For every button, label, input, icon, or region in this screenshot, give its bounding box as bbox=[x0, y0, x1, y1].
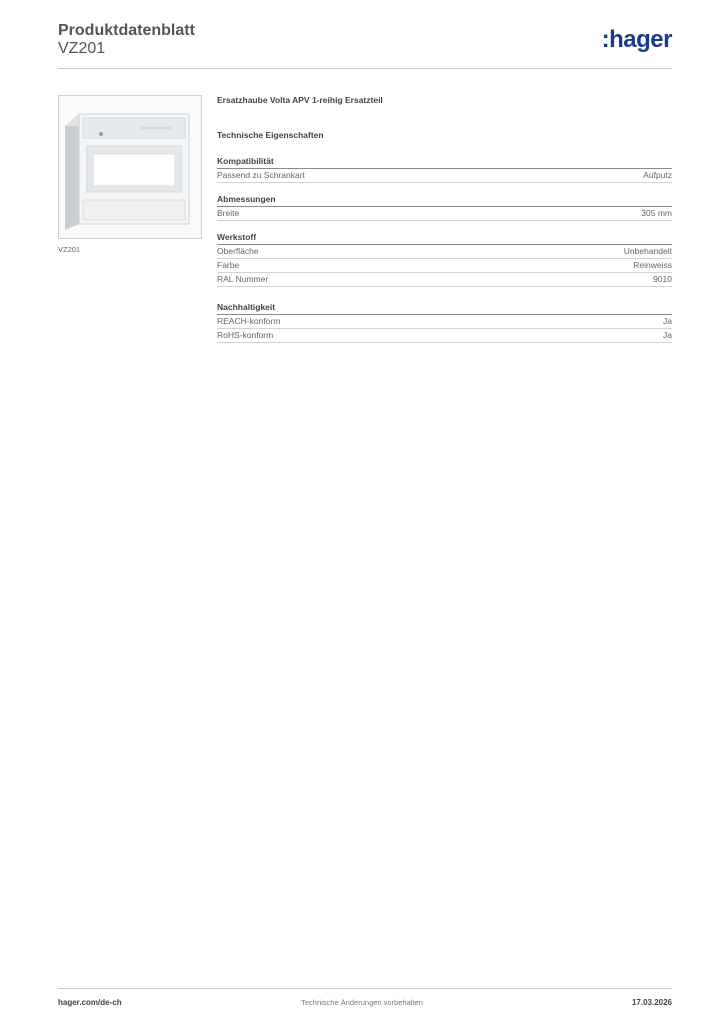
spec-value: 305 mm bbox=[641, 208, 672, 218]
header-divider bbox=[58, 68, 672, 69]
spec-value: Ja bbox=[663, 316, 672, 326]
page-header bbox=[58, 20, 672, 68]
product-name: Ersatzhaube Volta APV 1-reihig Ersatzteil bbox=[217, 95, 383, 105]
spec-row bbox=[217, 169, 672, 183]
hager-logo: :hager bbox=[601, 26, 672, 53]
footer-website-link[interactable]: hager.com/de-ch bbox=[58, 998, 122, 1007]
spec-label: RoHS-konform bbox=[217, 330, 274, 340]
spec-value: 9010 bbox=[653, 274, 672, 284]
spec-row bbox=[217, 207, 672, 221]
spec-group-kompatibilitaet bbox=[217, 155, 672, 183]
spec-value: Reinweiss bbox=[633, 260, 672, 270]
spec-label: Breite bbox=[217, 208, 240, 218]
group-title: Abmessungen bbox=[217, 193, 672, 207]
spec-label: RAL Nummer bbox=[217, 274, 269, 284]
spec-label: Farbe bbox=[217, 260, 240, 270]
footer-date: 17.03.2026 bbox=[631, 998, 672, 1007]
product-code: VZ201 bbox=[58, 40, 106, 57]
spec-label: Oberfläche bbox=[217, 246, 259, 256]
footer-disclaimer: Technische Änderungen vorbehalten bbox=[301, 998, 423, 1007]
group-title: Nachhaltigkeit bbox=[217, 301, 672, 315]
spec-label: Passend zu Schrankart bbox=[217, 170, 305, 180]
spec-row bbox=[217, 329, 672, 343]
spec-value: Unbehandelt bbox=[623, 246, 672, 256]
footer-divider bbox=[58, 988, 672, 989]
page-title: Produktdatenblatt bbox=[58, 22, 195, 39]
spec-value: Aufputz bbox=[643, 170, 672, 180]
spec-row bbox=[217, 273, 672, 287]
spec-group-nachhaltigkeit bbox=[217, 301, 672, 343]
spec-value: Ja bbox=[663, 330, 672, 340]
spec-label: REACH-konform bbox=[217, 316, 281, 326]
spec-group-werkstoff bbox=[217, 231, 672, 287]
image-caption: VZ201 bbox=[58, 245, 81, 254]
spec-group-abmessungen bbox=[217, 193, 672, 221]
spec-row bbox=[217, 259, 672, 273]
section-heading: Technische Eigenschaften bbox=[217, 130, 324, 140]
product-image bbox=[58, 95, 202, 239]
spec-row bbox=[217, 245, 672, 259]
group-title: Werkstoff bbox=[217, 231, 672, 245]
enclosure-cover-illustration bbox=[59, 96, 201, 238]
group-title: Kompatibilität bbox=[217, 155, 672, 169]
spec-row bbox=[217, 315, 672, 329]
